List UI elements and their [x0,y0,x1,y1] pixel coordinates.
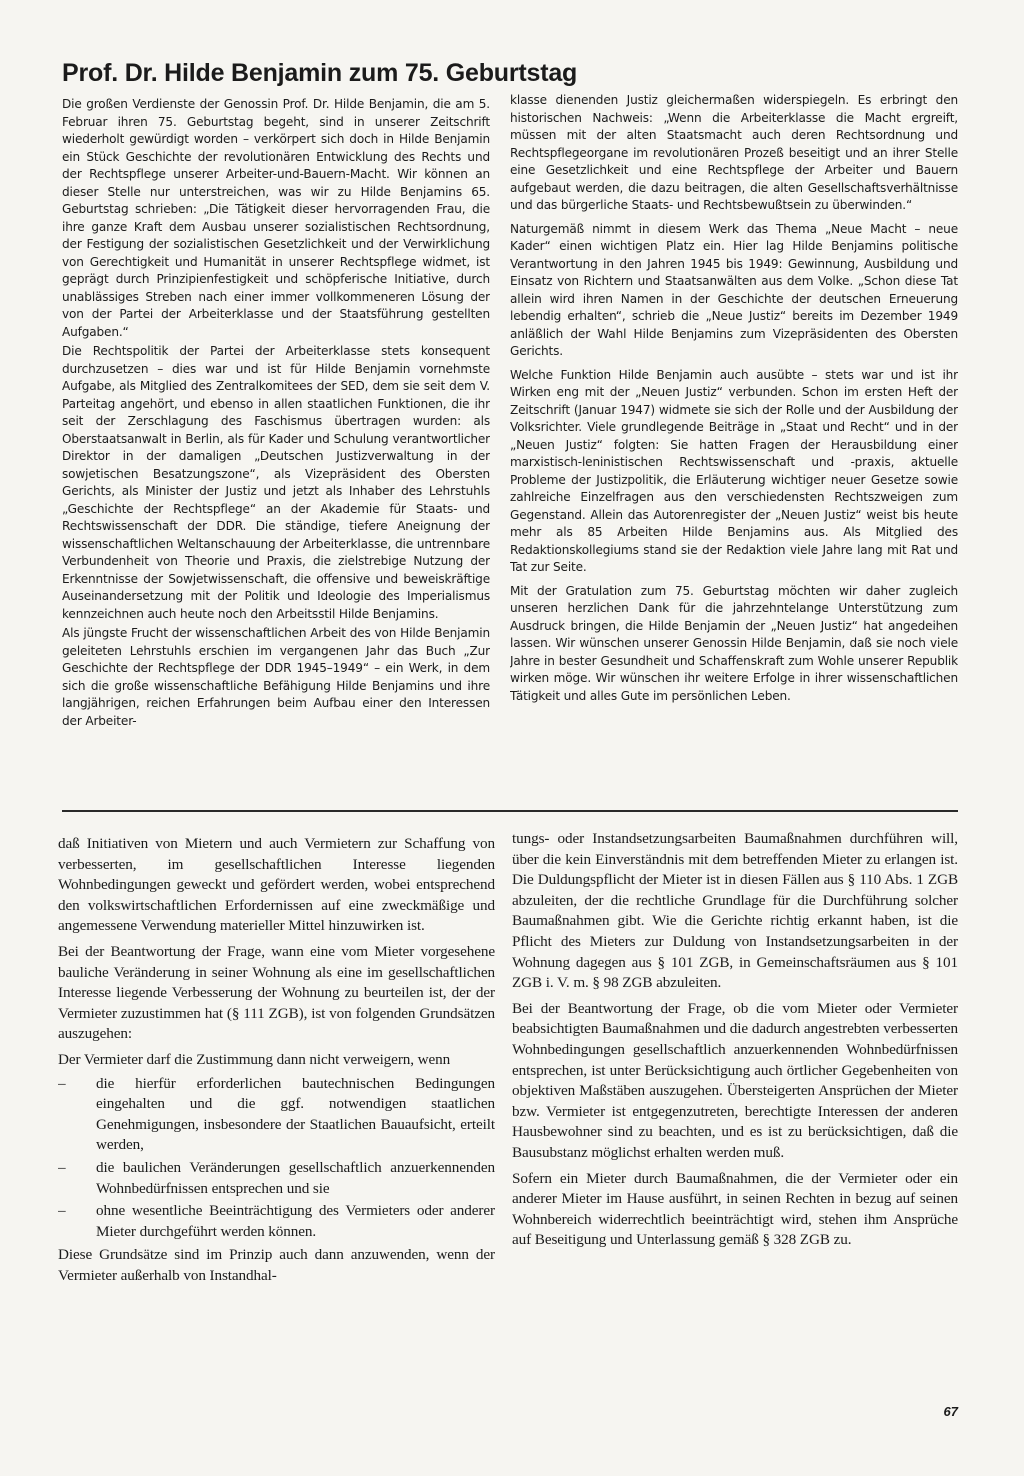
article-column-right [510,92,958,792]
list-item [58,1074,495,1156]
article-paragraph: Mit der Gratulation zum 75. Geburtstag möchten wir daher zugleich unseren herzlichen Dank für die jahrzehntelange Unterstützung zum Ausdruck bringen, die Hilde Benjamin der „Neuen Justiz“ hat angedeihen lassen. Wir wünschen unserer Genossin Hilde Benjamin, daß sie noch viele Jahre in bester Gesundheit und Schaffenskraft zum Wohle unserer Republik wirken möge. Wir wünschen ihr weitere Erfolge in ihrer wissenschaftlichen Tätigkeit und alles Gute im persönlichen Leben. [510,583,958,703]
list-item-text: die baulichen Veränderungen gesellschaftlich anzuerkennenden Wohnbedürfnissen entsprechen und sie [96,1158,495,1197]
list-item-text: die hierfür erforderlichen bautechnischen Bedingungen eingehalten und die ggf. notwendigen staatlichen Genehmigungen, insbesondere der Staatlichen Bauaufsicht, erteilt werden, [96,1074,495,1154]
article-paragraph: Als jüngste Frucht der wissenschaftlichen Arbeit des von Hilde Benjamin geleiteten Lehrstuhls erschien im vergangenen Jahr das Buch „Zur Geschichte der Rechtspflege der DDR 1945–1949“ – ein Werk, in dem sich die große wissenschaftliche Befähigung Hilde Benjamins und ihre langjährigen, reichen Erfahrungen beim Aufbau einer den Interessen der Arbeiter- [62,626,490,728]
conditions-list [58,1074,495,1243]
continuation-paragraph: Bei der Beantwortung der Frage, wann eine vom Mieter vorgesehene bauliche Veränderung in seiner Wohnung als eine im gesellschaftlichen Interesse liegende Verbesserung der Wohnung zu beurteilen ist, der der Vermieter zuzustimmen hat (§ 111 ZGB), ist von folgenden Grundsätzen auszugehen: [58,942,495,1043]
dash-bullet: – [58,1074,66,1092]
article-paragraph: Die Rechtspolitik der Partei der Arbeiterklasse stets konsequent durchzusetzen – dies war und ist für Hilde Benjamin vornehmste Aufgabe, als Mitglied des Zentralkomitees der SED, dem sie seit dem V. Parteitag angehört, und ebenso in allen staatlichen Funktionen, die ihr seit der Zerschlagung des Faschismus übertragen wurden: als Oberstaatsanwalt in Berlin, als für Kader und Schulung verantwortlicher Direktor in der damaligen „Deutschen Justizverwaltung in der sowjetischen Besatzungszone“, als Vizepräsident des Obersten Gerichts, als Minister der Justiz und jetzt als Inhaber des Lehrstuhls „Geschichte der Rechtspflege“ an der Akademie für Staats- und Rechtswissenschaft der DDR. Die ständige, tiefere Aneignung der wissenschaftlichen Weltanschauung der Arbeiterklasse, die untrennbare Verbundenheit von Theorie und Praxis, die zielstrebige Nutzung der Erkenntnisse der Sowjetwissenschaft, die offensive und beweiskräftige Auseinandersetzung mit der Politik und Ideologie des Imperialismus kennzeichnen auch heute noch den Arbeitsstil Hilde Benjamins. [62,344,490,621]
continuation-column-left [58,834,495,1394]
article-paragraph: Die großen Verdienste der Genossin Prof. Dr. Hilde Benjamin, die am 5. Februar ihren 75. Geburtstag begeht, sind in unserer Zeitschrift wiederholt gewürdigt worden – verkörpert sich doch in Hilde Benjamin ein Stück Geschichte der revolutionären Entwicklung des Rechts und der Rechtspflege unserer Arbeiter-und-Bauern-Macht. Wir können an dieser Stelle nur unterstreichen, was wir zu Hilde Benjamins 65. Geburtstag schrieben: „Die Tätigkeit dieser hervorragenden Frau, die ihre ganze Kraft dem Ausbau unserer sozialistischen Rechtsordnung, der Festigung der sozialistischen Gesetzlichkeit und der Verwirklichung von Gerechtigkeit und Humanität in unserer Rechtspflege widmet, ist geprägt durch Prinzipienfestigkeit und schöpferische Initiative, durch unablässiges Streben nach einer immer vollkommeneren Lösung der von der Partei der Arbeiterklasse und der Staatsführung gestellten Aufgaben.“ [62,97,490,339]
list-item [58,1201,495,1242]
section-divider [62,810,958,812]
dash-bullet: – [58,1158,66,1176]
article-paragraph: klasse dienenden Justiz gleichermaßen widerspiegeln. Es erbringt den historischen Nachweis: „Wenn die Arbeiterklasse die Macht ergreift, müssen mit der alten Staatsmacht auch deren Rechtsordnung und Rechtspflegeorgane im revolutionären Prozeß beseitigt und an ihrer Stelle eine Gesetzlichkeit und eine Rechtspflege der Arbeiter und Bauern aufgebaut werden, die dazu beitragen, die alten Gesellschaftsverhältnisse und das bürgerliche Staats- und Rechtsbewußtsein zu überwinden.“ [510,93,958,212]
article-column-left [62,96,490,798]
continuation-paragraph: Diese Grundsätze sind im Prinzip auch dann anzuwenden, wenn der Vermieter außerhalb von Instandhal- [58,1246,495,1284]
list-item-text: ohne wesentliche Beeinträchtigung des Vermieters oder anderer Mieter durchgeführt werden können. [96,1202,495,1240]
page-number: 67 [943,1404,958,1419]
article-paragraph: Welche Funktion Hilde Benjamin auch ausübte – stets war und ist ihr Wirken eng mit der „Neuen Justiz“ verbunden. Schon im ersten Heft der Zeitschrift (Januar 1947) widmete sie sich der Rolle und der Ausbildung der Volksrichter. Viele grundlegende Beiträge in „Staat und Recht“ und in der „Neuen Justiz“ folgten: Sie hatten Fragen der Herausbildung einer marxistisch-leninistischen Rechtswissenschaft und -praxis, aktuelle Probleme der Justizpolitik, die Erläuterung wichtiger neuer Gesetze sowie zahlreiche Einzelfragen aus den verschiedensten Rechtszweigen zum Gegenstand. Allein das Autorenregister der „Neuen Justiz“ weist bis heute mehr als 85 Arbeiten Hilde Benjamins aus. Als Mitglied des Redaktionskollegiums stand sie der Redaktion viele Jahre lang mit Rat und Tat zur Seite. [510,367,958,574]
list-item [58,1158,495,1199]
article-paragraph: Naturgemäß nimmt in diesem Werk das Thema „Neue Macht – neue Kader“ einen wichtigen Platz ein. Hier lag Hilde Benjamins politische Verantwortung in den Jahren 1945 bis 1949: Gewinnung, Ausbildung und Einsatz von Richtern und Staatsanwälten aus dem Volke. „Schon diese Tat allein wird ihren Namen in der Geschichte der deutschen Erneuerung lebendig erhalten“, schrieb die „Neue Justiz“ bereits im Dezember 1949 anläßlich der Wahl Hilde Benjamins zum Vizepräsidenten des Obersten Gerichts. [510,221,958,358]
dash-bullet: – [58,1202,66,1220]
continuation-paragraph: Der Vermieter darf die Zustimmung dann nicht verweigern, wenn [58,1050,451,1068]
article-title: Prof. Dr. Hilde Benjamin zum 75. Geburtstag [62,59,578,87]
continuation-paragraph: Sofern ein Mieter durch Baumaßnahmen, die der Vermieter oder ein anderer Mieter im Hause ausführt, in seinen Rechten in bezug auf seinen Wohnbereich widerrechtlich beeinträchtigt wird, stehen ihm Ansprüche auf Beseitigung und Unterlassung gemäß § 328 ZGB zu. [512,1169,958,1249]
continuation-paragraph: daß Initiativen von Mietern und auch Vermietern zur Schaffung von verbesserten, im gesellschaftlichen Interesse liegenden Wohnbedingungen geweckt und gefördert werden, wobei entsprechend den volkswirtschaftlichen Erfordernissen auf eine zweckmäßige und angemessene Verwendung materieller Mittel hinzuwirken ist. [58,835,495,935]
continuation-column-right [512,829,958,1389]
continuation-paragraph: tungs- oder Instandsetzungsarbeiten Baumaßnahmen durchführen will, über die kein Einverständnis mit dem betreffenden Mieter zu erlangen ist. Die Duldungspflicht der Mieter ist in diesen Fällen aus § 110 Abs. 1 ZGB abzuleiten, der die rechtliche Grundlage für die Durchführung solcher Baumaßnahmen gibt. Wie die Gerichte richtig erkannt haben, ist die Pflicht des Mieters zur Duldung von Instandsetzungsarbeiten in der Wohnung dagegen aus § 101 ZGB, in Gemeinschaftsräumen aus § 101 ZGB i. V. m. § 98 ZGB abzuleiten. [512,830,958,992]
continuation-paragraph: Bei der Beantwortung der Frage, ob die vom Mieter oder Vermieter beabsichtigten Baumaßnahmen und die dadurch angestrebten verbesserten Wohnbedingungen gesellschaftlich anzuerkennenden Wohnbedürfnissen entsprechen, ist unter Berücksichtigung auch örtlicher Gegebenheiten von objektiven Maßstäben auszugehen. Übersteigerten Ansprüchen der Mieter bzw. Vermieter ist entgegenzutreten, berechtigte Interessen der anderen Hausbewohner sind zu beachten, und es ist zu berücksichtigen, daß die Bausubstanz möglichst erhalten werden muß. [512,999,958,1161]
